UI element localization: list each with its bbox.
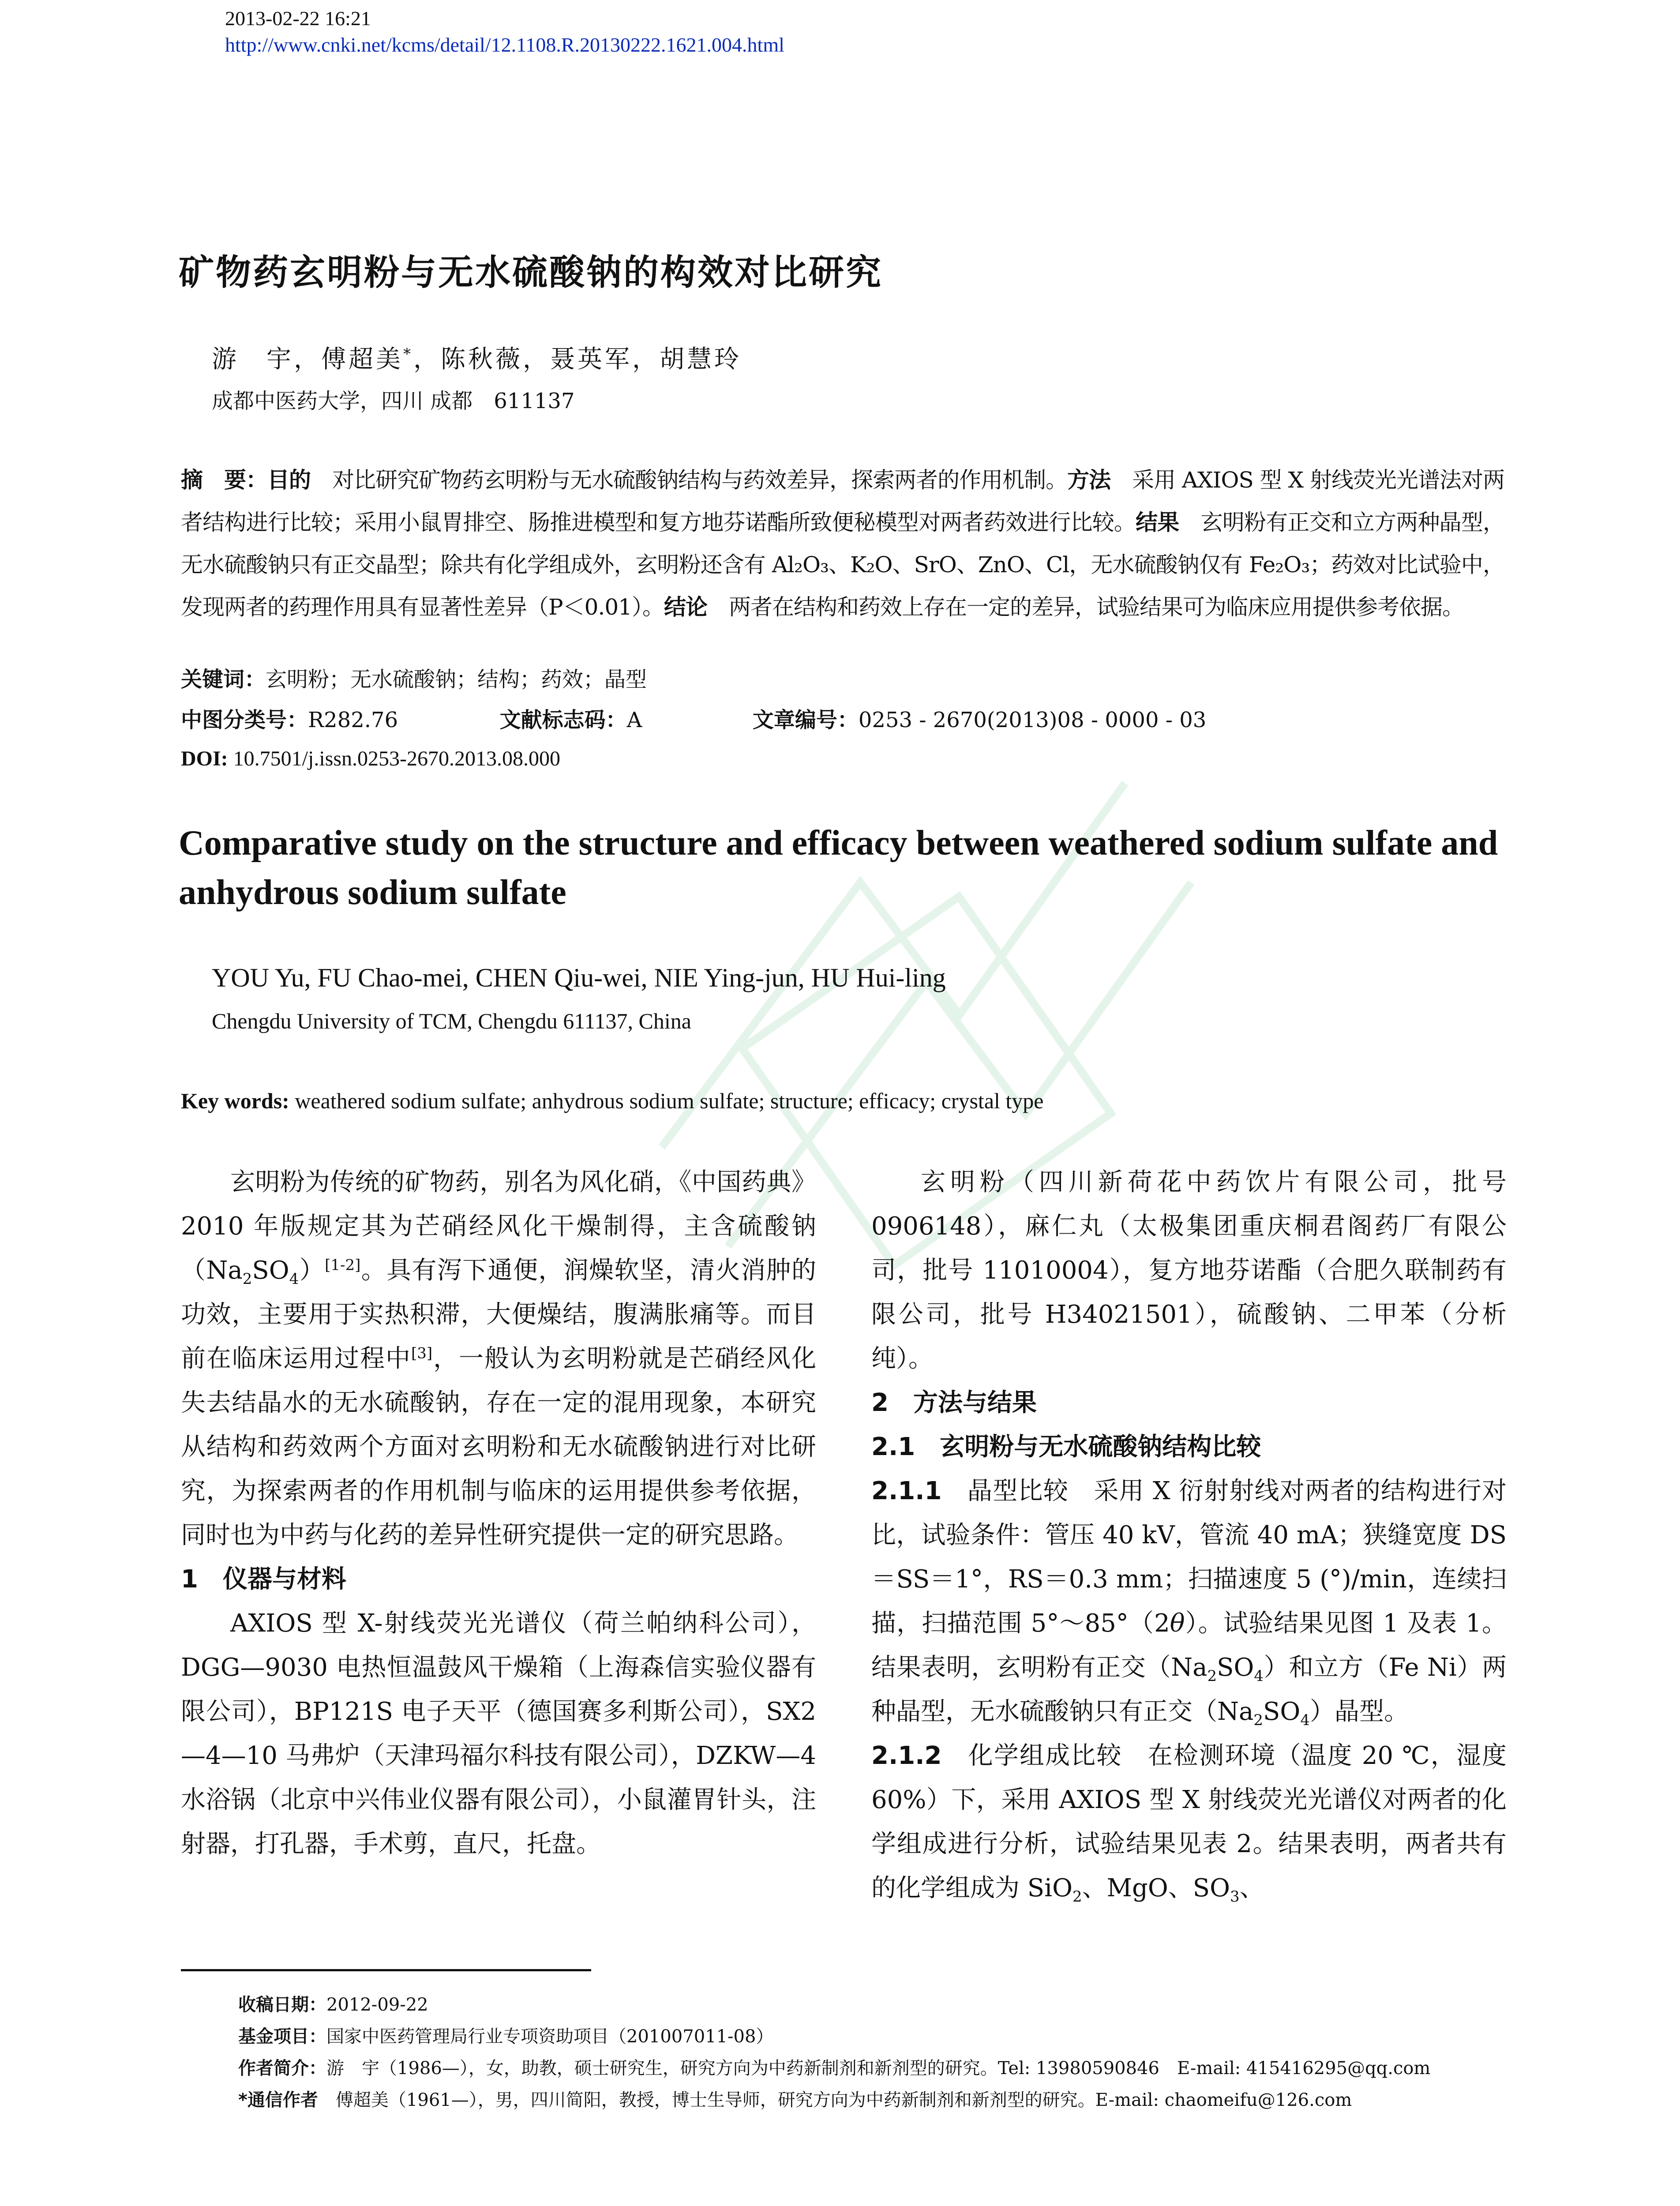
methods-text: 采用 AXIOS 型 X 射线荧光光谱法对两者结构进行比较；采用小鼠胃排空、肠推进模型和复方地芬诺酯所致便秘模型对两者药效进行比较。	[181, 467, 1505, 535]
citation-ref[interactable]: [1-2]	[325, 1256, 361, 1274]
doi-line	[181, 743, 560, 774]
publish-timestamp: 2013-02-22 16:21	[225, 7, 371, 30]
subscript: 4	[289, 1270, 299, 1288]
paper-title-chinese: 矿物药玄明粉与无水硫酸钠的构效对比研究	[179, 252, 883, 293]
section-heading-2-1	[871, 1425, 1507, 1469]
materials-paragraph: AXIOS 型 X-射线荧光光谱仪（荷兰帕纳科公司），DGG—9030 电热恒温鼓风干燥箱（上海森信实验仪器有限公司），BP121S 电子天平（德国赛多利斯公司），SX2—4—10 马弗炉（天津玛福尔科技有限公司），DZKW—4 水浴锅（北京中兴伟业仪器有限公司），小鼠灌胃针头，注射器，打孔器，手术剪，直尺，托盘。	[181, 1609, 816, 1858]
keywords-value: 玄明粉；无水硫酸钠；结构；药效；晶型	[266, 667, 647, 692]
intro-paragraph	[181, 1160, 816, 1557]
intro-text-1: 玄明粉为传统的矿物药，别名为风化硝，《中国药典》2010 年版规定其为芒硝经风化干燥制得，主含硫酸钠（Na	[181, 1168, 816, 1285]
formula-text: SO	[252, 1256, 289, 1285]
footnote-value: 游 宇（1986—），女，助教，硕士研究生，研究方向为中药新制剂和新剂型的研究。Tel: 13980590846 E-mail: 415416295@qq.com	[326, 2058, 1431, 2078]
intro-text-2: 。具有泻下通便，润燥软坚，清火消肿的功效，主要用于实热积滞，大便燥结，腹满胀痛等。而目前在临床运用过程中	[181, 1256, 817, 1373]
article-url-link[interactable]: http://www.cnki.net/kcms/detail/12.1108.R.20130222.1621.004.html	[225, 34, 784, 56]
doi-value[interactable]: 10.7501/j.issn.0253-2670.2013.08.000	[233, 747, 561, 770]
doc-code-value: A	[626, 708, 642, 732]
subsection-2-1-2	[871, 1734, 1507, 1910]
conclusion-label: 结论	[664, 594, 707, 620]
footnote-received	[238, 1989, 428, 2021]
keywords-label: 关键词：	[181, 667, 266, 692]
article-number-value: 0253 - 2670(2013)08 - 0000 - 03	[858, 708, 1207, 732]
footnote-value: 傅超美（1961—），男，四川简阳，教授，博士生导师，研究方向为中药新制剂和新剂型的研究。E-mail: chaomeifu@126.com	[335, 2090, 1352, 2110]
section-heading-text: 2 方法与结果	[871, 1388, 1037, 1417]
classification-line	[181, 705, 1206, 735]
corresponding-mark: *	[403, 345, 413, 363]
affiliation-chinese: 成都中医药大学，四川 成都 611137	[212, 389, 575, 413]
author-list-rest: ，陈秋薇，聂英军，胡慧玲	[413, 345, 742, 374]
abstract-chinese	[181, 459, 1504, 628]
subsection-text: ）。试验结果见图 1 及表 1。结果表明，玄明粉有正交（Na	[871, 1609, 1507, 1682]
subsection-title: 化学组成比较	[968, 1741, 1122, 1770]
doi-label: DOI:	[181, 747, 228, 770]
keywords-english	[181, 1088, 1043, 1114]
theta-symbol: θ	[1170, 1609, 1185, 1638]
subsection-text: ）和立方（Fe Ni）两种晶型，无水硫酸钠只有正交（Na	[871, 1653, 1507, 1726]
subsection-text: 、MgO、SO	[1082, 1874, 1230, 1902]
footnote-label: 作者简介：	[238, 2058, 326, 2078]
citation-ref[interactable]: [3]	[411, 1344, 433, 1362]
subsection-2-1-1	[871, 1469, 1507, 1734]
section-heading-text: 2.1 玄明粉与无水硫酸钠结构比较	[871, 1433, 1261, 1461]
paper-title-english: Comparative study on the structure and efficacy between weathered sodium sulfate and anhydrous sodium sulfate	[179, 824, 1498, 912]
subscript: 4	[1254, 1667, 1264, 1685]
subscript: 2	[1072, 1888, 1082, 1906]
intro-text-3: ，一般认为玄明粉就是芒硝经风化失去结晶水的无水硫酸钠，存在一定的混用现象，本研究从结构和药效两个方面对玄明粉和无水硫酸钠进行对比研究，为探索两者的作用机制与临床的运用提供参考依据，同时也为中药与化药的差异性研究提供一定的研究思路。	[181, 1344, 817, 1549]
subscript: 3	[1230, 1888, 1240, 1906]
formula-text: SO	[1217, 1653, 1254, 1682]
formula-text: SO	[1263, 1697, 1301, 1726]
objective-text: 对比研究矿物药玄明粉与无水硫酸钠结构与药效差异，探索两者的作用机制。	[332, 467, 1068, 493]
footnote-label: 基金项目：	[238, 2026, 326, 2047]
keywords-en-label: Key words:	[181, 1088, 289, 1113]
formula-close: ）	[299, 1256, 325, 1285]
results-label: 结果	[1136, 510, 1179, 535]
clc-value: R282.76	[308, 708, 398, 732]
article-number-label: 文章编号：	[752, 708, 859, 732]
conclusion-text: 两者在结构和药效上存在一定的差异，试验结果可为临床应用提供参考依据。	[728, 594, 1464, 620]
section-heading-text: 1 仪器与材料	[181, 1565, 346, 1594]
affiliation-english: Chengdu University of TCM, Chengdu 611137, China	[212, 1009, 691, 1033]
keywords-en-value: weathered sodium sulfate; anhydrous sodium sulfate; structure; efficacy; crystal type	[289, 1088, 1044, 1113]
subsection-number: 2.1.2	[871, 1741, 942, 1770]
footnote-label: 收稿日期：	[238, 1995, 326, 2015]
clc-label: 中图分类号：	[181, 708, 308, 732]
subsection-text: 采用 X 衍射射线对两者的结构进行对比，试验条件：管压 40 kV，管流 40 mA；狭缝宽度 DS＝SS＝1°，RS＝0.3 mm；扫描速度 5 (°)/min，连续扫描，扫描范围 5°～85°（2	[871, 1477, 1507, 1638]
section-heading-2	[871, 1381, 1507, 1425]
authors-chinese	[212, 340, 742, 375]
section-heading-1	[181, 1557, 816, 1602]
footnote-corresponding-author	[238, 2084, 1562, 2116]
objective-label: 目的	[267, 467, 311, 493]
keywords-chinese	[181, 664, 647, 695]
footnote-label: *通信作者	[238, 2090, 318, 2110]
footnote-divider	[181, 1969, 591, 1971]
body-column-left	[181, 1160, 816, 1866]
footnote-value: 2012-09-22	[326, 1995, 428, 2015]
footnote-value: 国家中医药管理局行业专项资助项目（201007011-08）	[326, 2026, 774, 2047]
methods-label: 方法	[1067, 467, 1111, 493]
results-text: 玄明粉有正交和立方两种晶型，无水硫酸钠只有正交晶型；除共有化学组成外，玄明粉还含有 Al₂O₃、K₂O、SrO、ZnO、Cl，无水硫酸钠仅有 Fe₂O₃；药效对比试验中，发现两者的药理作用具有显著性差异（P＜0.01）。	[181, 510, 1505, 620]
body-column-right	[871, 1160, 1507, 1910]
subscript: 2	[242, 1270, 252, 1288]
subsection-text: 、	[1239, 1874, 1264, 1902]
author-list-first: 游 宇，傅超美	[212, 345, 403, 374]
subscript: 4	[1300, 1711, 1310, 1730]
subscript: 2	[1207, 1667, 1217, 1685]
authors-english: YOU Yu, FU Chao-mei, CHEN Qiu-wei, NIE Ying-jun, HU Hui-ling	[212, 963, 946, 992]
subsection-text: 在检测环境（温度 20 ℃，湿度 60%）下，采用 AXIOS 型 X 射线荧光光谱仪对两者的化学组成进行分析，试验结果见表 2。结果表明，两者共有的化学组成为 SiO	[871, 1741, 1507, 1902]
footnote-author-bio	[238, 2052, 1562, 2084]
subsection-text: ）晶型。	[1309, 1697, 1409, 1726]
subsection-number: 2.1.1	[871, 1477, 942, 1505]
reagents-paragraph: 玄明粉（四川新荷花中药饮片有限公司，批号 0906148），麻仁丸（太极集团重庆桐君阁药厂有限公司，批号 11010004），复方地芬诺酯（合肥久联制药有限公司，批号 H34021501），硫酸钠、二甲苯（分析纯）。	[871, 1168, 1507, 1373]
abstract-label: 摘 要：	[181, 467, 268, 493]
doc-code-label: 文献标志码：	[499, 708, 627, 732]
subscript: 2	[1253, 1711, 1264, 1730]
footnote-fund	[238, 2021, 773, 2052]
subsection-title: 晶型比较	[967, 1477, 1069, 1505]
